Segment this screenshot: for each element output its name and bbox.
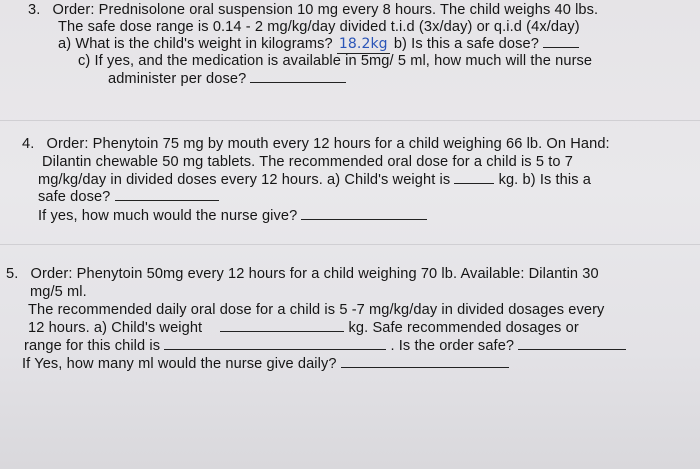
answer-blank[interactable] xyxy=(115,190,219,201)
question-text-line: Dilantin chewable 50 mg tablets. The recommended oral dose for a child is 5 to 7 xyxy=(42,154,573,170)
question-text-line: range for this child is xyxy=(24,338,161,354)
question-text-line: kg. b) Is this a xyxy=(498,172,592,188)
question-text-line: Order: Phenytoin 50mg every 12 hours for a child weighing 70 lb. Available: Dilantin 30 xyxy=(30,266,599,282)
handwritten-answer: 18.2kg xyxy=(338,36,388,52)
answer-blank[interactable] xyxy=(220,321,344,332)
question-text-line: mg/kg/day in divided doses every 12 hours. a) Child's weight is xyxy=(38,172,451,188)
answer-blank[interactable] xyxy=(454,173,494,184)
answer-blank[interactable] xyxy=(301,209,427,220)
question-text-line: Order: Prednisolone oral suspension 10 mg every 8 hours. The child weighs 40 lbs. xyxy=(52,2,599,18)
section-divider xyxy=(0,120,700,121)
question-text-line: administer per dose? xyxy=(108,71,247,87)
question-text-line: c) If yes, and the medication is available in 5mg/ 5 ml, how much will the nurse xyxy=(78,53,593,69)
question-text-line: If Yes, how many ml would the nurse give daily? xyxy=(22,356,337,372)
question-text-line: mg/5 ml. xyxy=(30,284,87,300)
answer-blank[interactable] xyxy=(518,339,626,350)
question-text-line: If yes, how much would the nurse give? xyxy=(38,208,298,224)
question-text-line: The safe dose range is 0.14 - 2 mg/kg/day divided t.i.d (3x/day) or q.i.d (4x/day) xyxy=(58,19,580,35)
answer-blank[interactable] xyxy=(341,357,509,368)
question-text-line: . Is the order safe? xyxy=(390,338,515,354)
answer-blank[interactable] xyxy=(250,72,346,83)
section-divider xyxy=(0,244,700,245)
question-number: 5. xyxy=(6,266,19,282)
answer-blank[interactable] xyxy=(164,339,386,350)
question-text-line: The recommended daily oral dose for a child is 5 -7 mg/kg/day in divided dosages every xyxy=(28,302,605,318)
question-text-line: safe dose? xyxy=(38,189,111,205)
question-number: 4. xyxy=(22,136,35,152)
question-text-line: b) Is this a safe dose? xyxy=(393,36,539,52)
question-number: 3. xyxy=(28,2,41,18)
answer-blank[interactable] xyxy=(543,37,579,48)
question-text-line: Order: Phenytoin 75 mg by mouth every 12 hours for a child weighing 66 lb. On Hand: xyxy=(46,136,610,152)
question-text-line: 12 hours. a) Child's weight xyxy=(28,320,203,336)
question-text-line: a) What is the child's weight in kilograms? xyxy=(58,36,333,52)
question-text-line: kg. Safe recommended dosages or xyxy=(348,320,579,336)
